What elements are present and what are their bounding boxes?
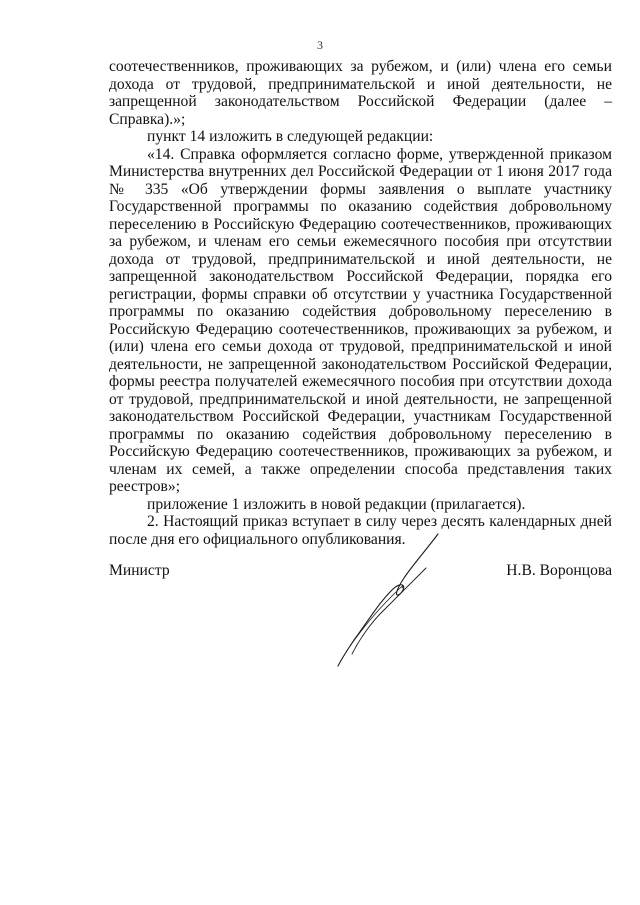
paragraph-continuation: соотечественников, проживающих за рубежом, и (или) члена его семьи дохода от трудовой, предпринимательской и иной деятельности, не запрещенной законодательством Российской Федерации (далее – Справка).»; <box>109 58 612 128</box>
paragraph-item-14-intro: пункт 14 изложить в следующей редакции: <box>147 128 434 145</box>
paragraph-appendix: приложение 1 изложить в новой редакции (прилагается). <box>147 495 526 513</box>
paragraph-item-14-text: «14. Справка оформляется согласно форме, утвержденной приказом Министерства внутренних дел Российской Федерации от 1 июня 2017 года № 335 «Об утверждении формы заявления о выплате участнику Государственной программы по оказанию содействия добровольному переселению в Российскую Федерацию соотечественников, проживающих за рубежом, и членам его семьи ежемесячного пособия при отсутствии дохода от трудовой, предпринимательской и иной деятельности, не запрещенной законодательством Российской Федерации, порядка его регистрации, формы справки об отсутствии у участника Государственной программы по оказанию содействия добровольному переселению в Российскую Федерацию соотечественников, проживающих за рубежом, и (или) члена его семьи дохода от трудовой, предпринимательской и иной деятельности, не запрещенной законодательством Российской Федерации, формы реестра получателей ежемесячного пособия при отсутствии дохода от трудовой, предпринимательской и иной деятельности, не запрещенной законодательством Российской Федерации, участникам Государственной программы по оказанию содействия добровольному переселению в Российскую Федерацию соотечественников, проживающих за рубежом, и членам их семей, а также определении способа представления таких реестров»; <box>109 145 612 495</box>
signer-name: Н.В. Воронцова <box>506 562 612 579</box>
handwritten-signature <box>330 528 450 668</box>
paragraph-effective-date: 2. Настоящий приказ вступает в силу через десять календарных дней после дня его официального опубликования. <box>109 513 612 548</box>
document-body <box>109 58 612 548</box>
signer-title: Министр <box>109 562 170 579</box>
page-number: 3 <box>317 38 323 52</box>
